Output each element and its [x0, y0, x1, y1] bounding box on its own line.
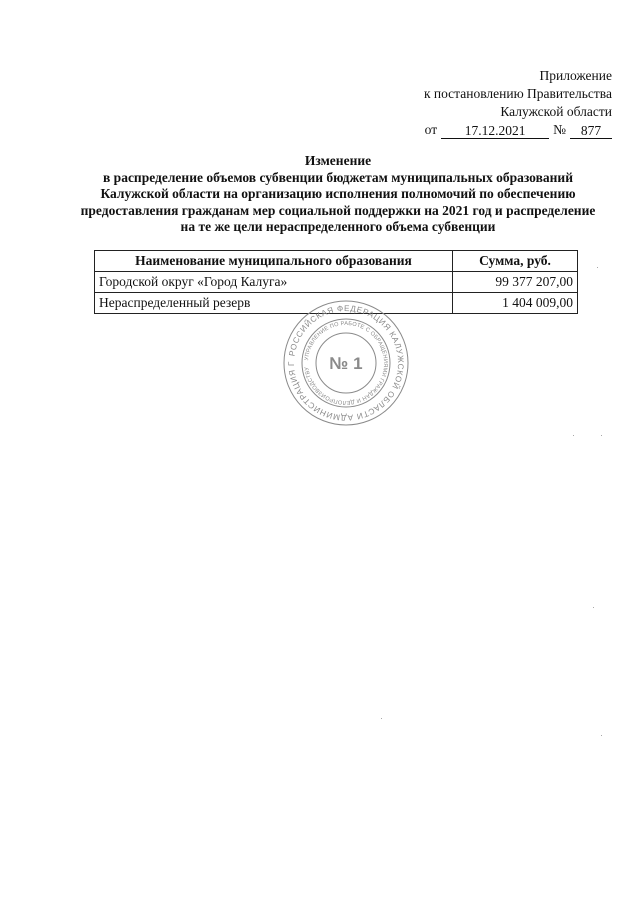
scan-speck: · — [592, 602, 595, 612]
number-prefix: № — [553, 122, 566, 137]
table-row — [95, 272, 578, 293]
scan-speck: · — [596, 262, 599, 272]
row-name: Городской округ «Город Калуга» — [95, 272, 453, 293]
seal-inner-text: УПРАВЛЕНИЕ ПО РАБОТЕ С ОБРАЩЕНИЯМИ ГРАЖДАН И ДЕЛОПРОИЗВОДСТВУ — [304, 320, 389, 406]
title-heading: Изменение — [304, 153, 372, 168]
column-header-sum: Сумма, руб. — [453, 251, 578, 272]
row-name: Нераспределенный резерв — [95, 293, 453, 314]
seal-outer-text: РОССИЙСКАЯ ФЕДЕРАЦИЯ КАЛУЖСКОЙ ОБЛАСТИ АДМИНИСТРАЦИЯ Г — [286, 303, 406, 423]
seal-center-number: № 1 — [329, 354, 363, 373]
header-line-3: Калужской области — [500, 104, 612, 119]
title-line-1: в распределение объемов субвенции бюджетам муниципальных образований — [103, 169, 573, 185]
date-prefix: от — [424, 122, 438, 137]
title-line-3: предоставления гражданам мер социальной поддержки на 2021 год и распределение — [80, 202, 596, 218]
row-sum: 99 377 207,00 — [453, 272, 578, 293]
column-header-name: Наименование муниципального образования — [95, 251, 453, 272]
title-line-2: Калужской области на организацию исполнения полномочий по обеспечению — [100, 186, 576, 201]
header-line-2: к постановлению Правительства — [423, 86, 612, 101]
scan-speck: · — [600, 430, 603, 440]
decree-number: 877 — [570, 124, 612, 139]
row-sum: 1 404 009,00 — [453, 293, 578, 314]
table-header-row — [95, 251, 578, 272]
scan-speck: · — [380, 713, 383, 723]
scan-speck: · — [572, 430, 575, 440]
official-seal — [281, 298, 411, 428]
seal-graphic — [281, 298, 411, 428]
document-title — [40, 153, 636, 236]
decree-date: 17.12.2021 — [441, 124, 549, 139]
approval-header — [424, 67, 612, 139]
title-line-4: на те же цели нераспределенного объема субвенции — [180, 219, 496, 234]
scan-speck: · — [600, 730, 603, 740]
header-line-1: Приложение — [539, 68, 612, 83]
header-date-line — [425, 121, 612, 139]
